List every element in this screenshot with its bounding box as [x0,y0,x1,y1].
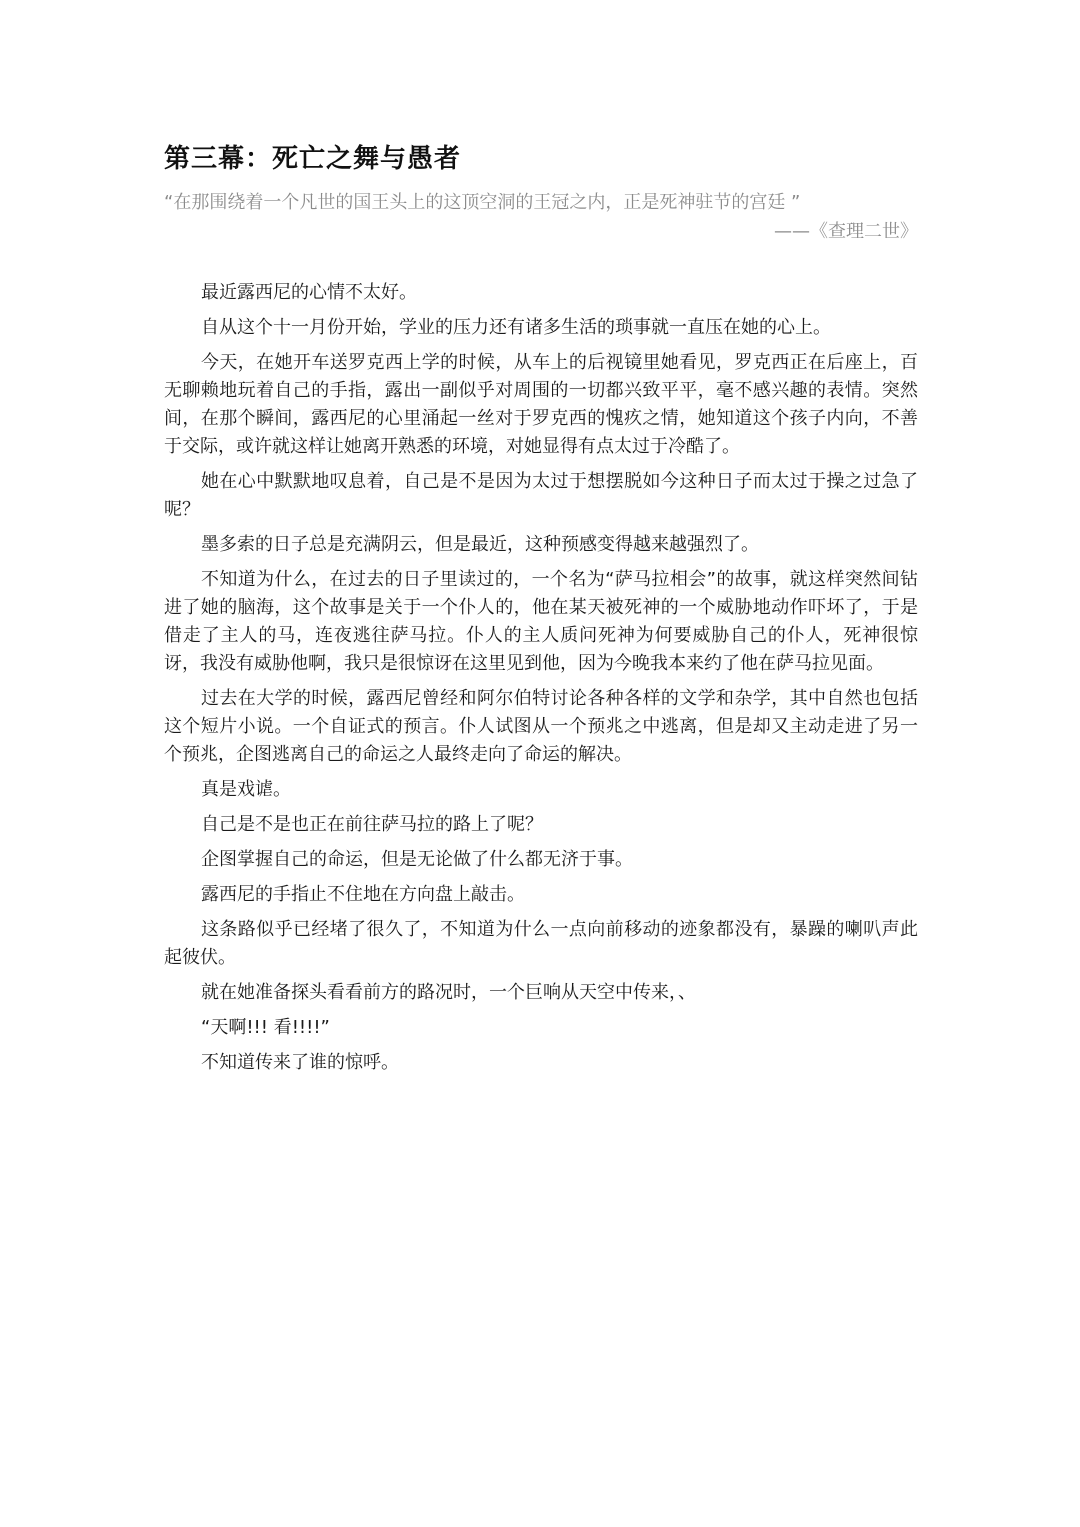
paragraph: 墨多索的日子总是充满阴云，但是最近，这种预感变得越来越强烈了。 [201,534,759,555]
paragraph: 不知道为什么，在过去的日子里读过的，一个名为“萨马拉相会”的故事，就这样突然间钻进了她的脑海，这个故事是关于一个仆人的，他在某天被死神的一个威胁地动作吓坏了，于是借走了主人的马，连夜逃往萨马拉。仆人的主人质问死神为何要威胁自己的仆人，死神很惊讶，我没有威胁他啊，我只是很惊讶在这里见到他，因为今晚我本来约了他在萨马拉见面。 [164,569,918,674]
paragraph: 自己是不是也正在前往萨马拉的路上了呢？ [201,814,543,835]
paragraph: 真是戏谑。 [201,779,291,800]
paragraph: “天啊!!! 看!!!!” [201,1017,330,1038]
paragraph: 企图掌握自己的命运，但是无论做了什么都无济于事。 [201,849,633,870]
epigraph-quote: “在那围绕着一个凡世的国王头上的这顶空洞的王冠之内，正是死神驻节的宫廷 ” [164,192,801,213]
chapter-title: 第三幕：死亡之舞与愚者 [164,144,462,174]
epigraph-attribution: ——《查理二世》 [774,221,918,242]
paragraph: 自从这个十一月份开始，学业的压力还有诸多生活的琐事就一直压在她的心上。 [201,317,831,338]
paragraph: 就在她准备探头看看前方的路况时，一个巨响从天空中传来，、 [201,982,696,1003]
chapter-body [164,279,918,1084]
paragraph: 今天，在她开车送罗克西上学的时候，从车上的后视镜里她看见，罗克西正在后座上，百无聊赖地玩着自己的手指，露出一副似乎对周围的一切都兴致平平，毫不感兴趣的表情。突然间，在那个瞬间，露西尼的心里涌起一丝对于罗克西的愧疚之情，她知道这个孩子内向，不善于交际，或许就这样让她离开熟悉的环境，对她显得有点太过于冷酷了。 [164,352,918,457]
paragraph: 过去在大学的时候，露西尼曾经和阿尔伯特讨论各种各样的文学和杂学，其中自然也包括这个短片小说。一个自证式的预言。仆人试图从一个预兆之中逃离，但是却又主动走进了另一个预兆，企图逃离自己的命运之人最终走向了命运的解决。 [164,688,918,765]
paragraph: 她在心中默默地叹息着，自己是不是因为太过于想摆脱如今这种日子而太过于操之过急了呢？ [164,471,918,520]
paragraph: 不知道传来了谁的惊呼。 [201,1052,399,1073]
paragraph: 露西尼的手指止不住地在方向盘上敲击。 [201,884,525,905]
paragraph: 最近露西尼的心情不太好。 [201,282,417,303]
paragraph: 这条路似乎已经堵了很久了，不知道为什么一点向前移动的迹象都没有，暴躁的喇叭声此起彼伏。 [164,919,918,968]
